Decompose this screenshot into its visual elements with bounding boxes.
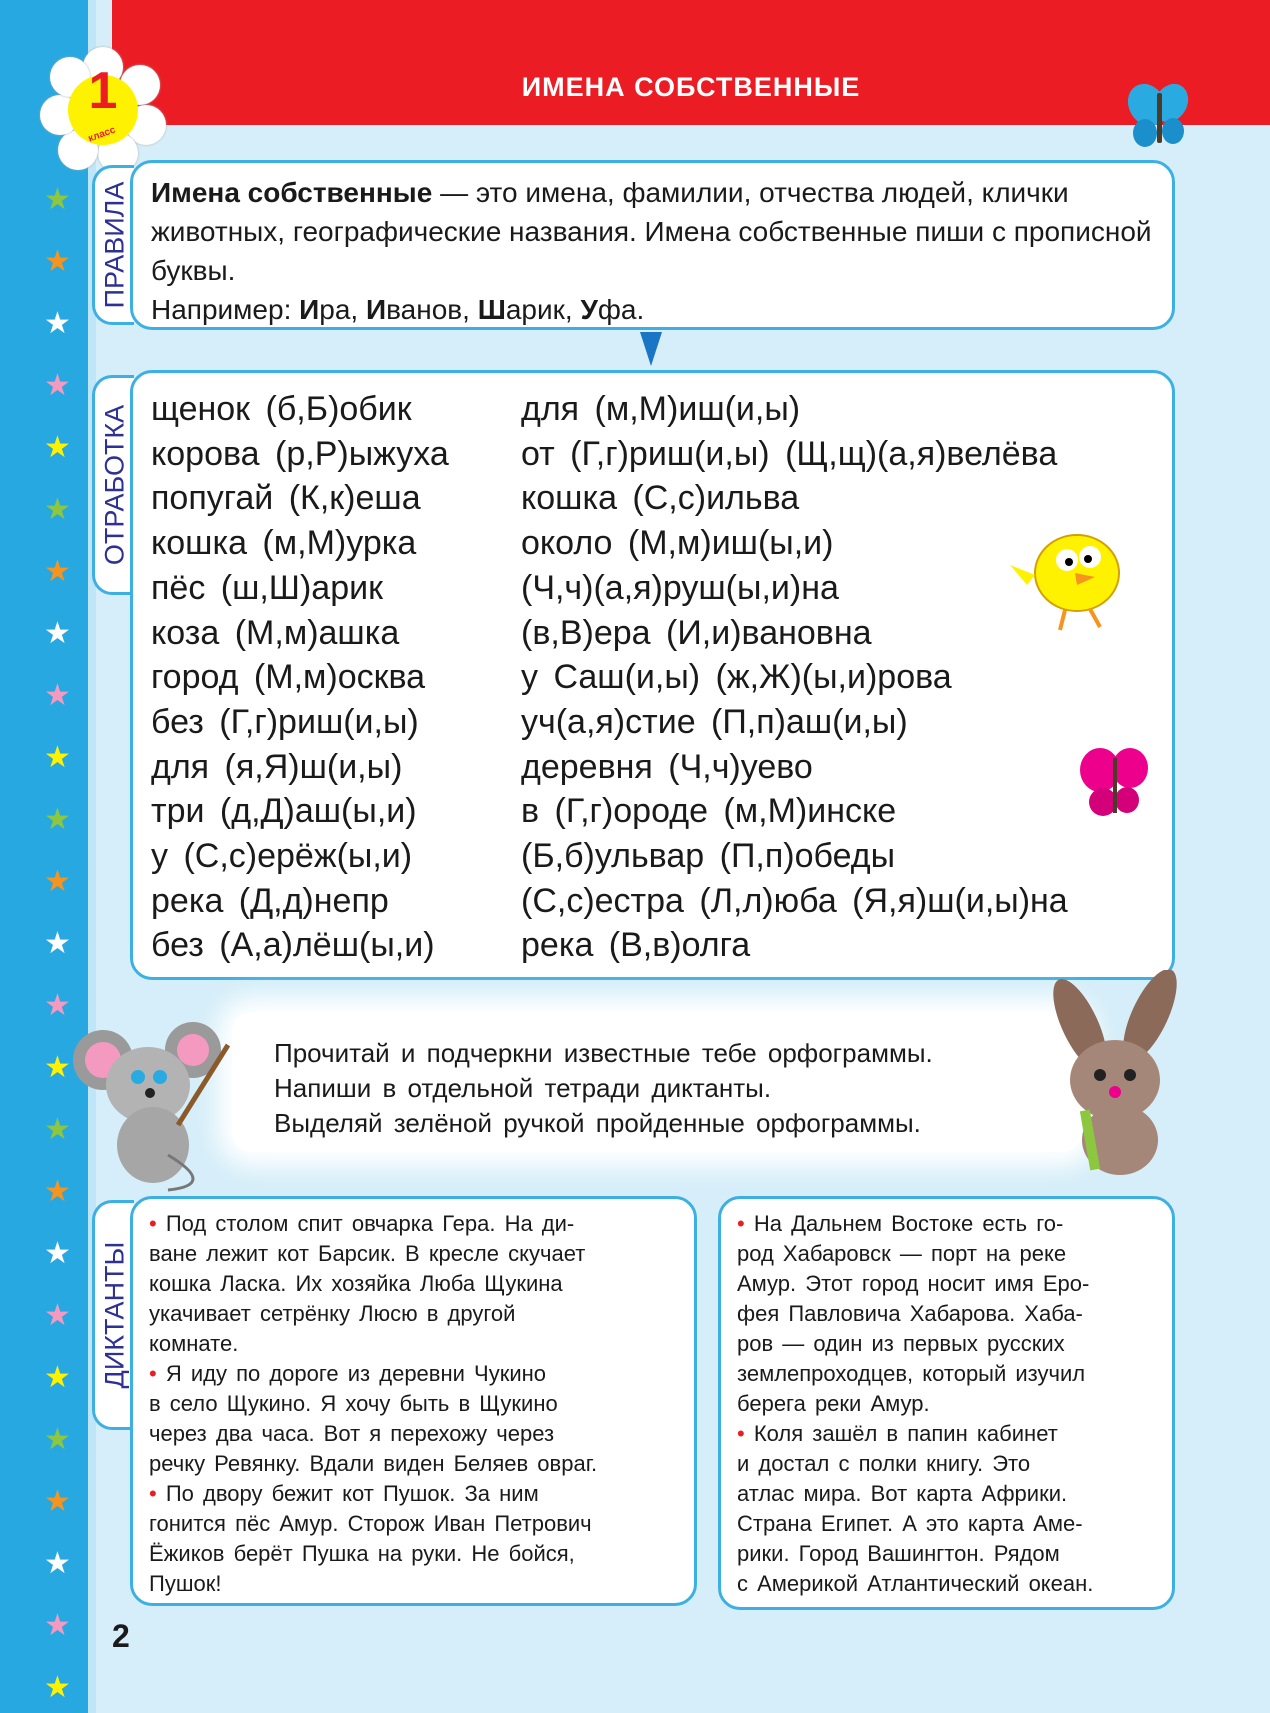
star-icon: ★ [44,1423,71,1456]
dictation-text: кошка Ласка. Их хозяйка Люба Щукина [149,1271,563,1296]
dictation-text: Я иду по дороге из деревни Чукино [165,1361,546,1386]
word-rest: ванов [386,294,463,325]
example-word [478,294,565,325]
capital-letter: У [580,294,598,325]
flower-icon [68,62,138,145]
bullet-icon: • [149,1361,166,1386]
practice-item: город (М,м)осква [151,658,426,697]
capital-letter: И [299,294,320,325]
tab-dictations [92,1200,134,1430]
dictation-line [737,1269,1158,1299]
star-icon: ★ [44,1113,71,1146]
tab-practice [92,375,134,595]
rule-definition: — это имена, фамилии, отчества людей, клички животных, географические названия. Имена собственные пиши с прописной буквы. [151,177,1152,286]
dictation-line [737,1239,1158,1269]
practice-item: река (Д,д)непр [151,881,389,920]
star-icon: ★ [44,803,71,836]
star-icon: ★ [44,493,71,526]
dictation-text: гонится пёс Амур. Сторож Иван Петрович [149,1511,592,1536]
dictation-text: Ёжиков берёт Пушка на руки. Не бойся, [149,1541,575,1566]
dictation-line [149,1389,680,1419]
star-icon: ★ [44,369,71,402]
practice-left-column [151,387,449,968]
practice-item: в (Г,г)ороде (м,М)инске [521,792,897,831]
example-word [299,294,350,325]
dictation-line [149,1239,680,1269]
tab-label: ПРАВИЛА [99,181,129,309]
star-icon: ★ [44,431,71,464]
dictation-line [149,1479,680,1509]
chick-icon [1005,505,1155,640]
dictation-text: Амур. Этот город носит имя Еро- [737,1271,1090,1296]
butterfly-blue-icon [1125,75,1195,155]
dictation-text: в село Щукино. Я хочу быть в Щукино [149,1391,558,1416]
bunny-icon [1040,970,1200,1180]
star-icon: ★ [44,989,71,1022]
instruction-line: Выделяй зелёной ручкой пройденные орфограммы. [274,1108,921,1138]
star-icon: ★ [44,245,71,278]
star-icon: ★ [44,183,71,216]
dictation-text: фея Павловича Хабарова. Хаба- [737,1301,1083,1326]
dictation-line [737,1539,1158,1569]
bullet-icon: • [737,1421,754,1446]
star-icon: ★ [44,1609,71,1642]
grade-number: 1 [88,62,118,120]
instruction-line: Прочитай и подчеркни известные тебе орфограммы. [274,1038,933,1068]
practice-item: около (М,м)иш(ы,и) [521,524,834,563]
dictation-line [737,1509,1158,1539]
example-word [366,294,462,325]
dictation-text: ров — один из первых русских [737,1331,1065,1356]
practice-item: уч(а,я)стие (П,п)аш(и,ы) [521,702,908,741]
practice-item: река (В,в)олга [521,926,751,965]
tab-label: ДИКТАНТЫ [99,1241,129,1389]
dictation-line [737,1449,1158,1479]
dictation-line [737,1299,1158,1329]
practice-item: (Ч,ч)(а,я)руш(ы,и)на [521,568,839,607]
practice-item: кошка (С,с)ильва [521,479,800,518]
star-icon: ★ [44,307,71,340]
practice-item: коза (М,м)ашка [151,613,400,652]
practice-item: для (я,Я)ш(и,ы) [151,747,403,786]
example-word [580,294,636,325]
dictation-text: ване лежит кот Барсик. В кресле скучает [149,1241,586,1266]
page-title: ИМЕНА СОБСТВЕННЫЕ [521,72,861,102]
dictation-line [737,1479,1158,1509]
practice-item: у Саш(и,ы) (ж,Ж)(ы,и)рова [521,658,952,697]
practice-item: (в,В)ера (И,и)вановна [521,613,872,652]
arrow-down-icon [640,332,662,366]
word-rest: ра [319,294,351,325]
rules-box [130,160,1175,330]
dictation-line [149,1209,680,1239]
dictation-line [149,1299,680,1329]
practice-item: щенок (б,Б)обик [151,390,412,428]
dictation-line [149,1449,680,1479]
dictation-text: По двору бежит кот Пушок. За ним [165,1481,539,1506]
tab-rules [92,165,134,325]
star-icon: ★ [44,1051,71,1084]
dictation-line [149,1569,680,1599]
dictation-line [737,1389,1158,1419]
dictation-line [149,1509,680,1539]
star-icon: ★ [44,1237,71,1270]
dictation-line [737,1209,1158,1239]
dictation-text: атлас мира. Вот карта Африки. [737,1481,1068,1506]
practice-item: у (С,с)ерёж(ы,и) [151,837,413,876]
star-icon: ★ [44,1361,71,1394]
word-rest: фа [597,294,637,325]
word-rest: арик [505,294,565,325]
dictation-text: Под столом спит овчарка Гера. На ди- [165,1211,575,1236]
practice-item: без (А,а)лёш(ы,и) [151,926,435,965]
rule-term: Имена собственные [151,177,433,208]
dictation-text: комнате. [149,1331,239,1356]
dictation-right-box [718,1196,1175,1610]
header-banner [112,0,1270,125]
grade-badge [48,55,158,165]
practice-item: (Б,б)ульвар (П,п)обеды [521,837,896,876]
dictation-text: и достал с полки книгу. Это [737,1451,1031,1476]
dictation-text: землепроходцев, который изучил [737,1361,1086,1386]
star-icon: ★ [44,1671,71,1704]
instructions-panel [232,1012,1082,1152]
dictation-text: речку Ревянку. Вдали виден Беляев овраг. [149,1451,598,1476]
dictation-text: через два часа. Вот я перехожу через [149,1421,555,1446]
practice-item: деревня (Ч,ч)уево [521,747,813,786]
dictation-text: Страна Египет. А это карта Аме- [737,1511,1083,1536]
capital-letter: И [365,294,387,325]
star-icon: ★ [44,617,71,650]
practice-item: корова (р,Р)ыжуха [151,434,449,473]
butterfly-pink-icon [1075,740,1155,825]
star-icon: ★ [44,1175,71,1208]
practice-item: для (м,М)иш(и,ы) [521,390,801,428]
practice-item: кошка (м,М)урка [151,524,417,563]
dictation-line [737,1569,1158,1599]
dictation-line [737,1359,1158,1389]
dictation-text: рики. Город Вашингтон. Рядом [737,1541,1060,1566]
star-icon: ★ [44,927,71,960]
star-icon: ★ [44,1485,71,1518]
bullet-icon: • [149,1481,166,1506]
dictation-line [149,1419,680,1449]
instruction-line: Напиши в отдельной тетради диктанты. [274,1073,772,1103]
dictation-text: Пушок! [149,1571,222,1596]
practice-item: от (Г,г)риш(и,ы) (Щ,щ)(а,я)велёва [521,434,1058,473]
practice-item: попугай (К,к)еша [151,479,421,518]
star-icon: ★ [44,865,71,898]
star-icon: ★ [44,555,71,588]
dictation-line [149,1269,680,1299]
star-icon: ★ [44,1299,71,1332]
bullet-icon: • [149,1211,166,1236]
dictation-text: укачивает сетрёнку Люсю в другой [149,1301,516,1326]
dictation-text: берега реки Амур. [737,1391,930,1416]
star-icon: ★ [44,741,71,774]
dictation-line [149,1539,680,1569]
practice-item: (С,с)естра (Л,л)юба (Я,я)ш(и,ы)на [521,881,1068,920]
practice-item: три (д,Д)аш(ы,и) [151,792,417,831]
practice-right-column [521,387,1068,968]
dictation-line [149,1329,680,1359]
capital-letter: Ш [477,294,506,325]
mouse-icon [68,1005,248,1195]
dictation-text: На Дальнем Востоке есть го- [753,1211,1064,1236]
tab-label: ОТРАБОТКА [99,404,129,566]
practice-item: пёс (ш,Ш)арик [151,568,383,607]
dictation-left-box [130,1196,697,1606]
example-label: Например: [151,294,300,325]
practice-item: без (Г,г)риш(и,ы) [151,702,419,741]
page-number: 2 [112,1618,130,1654]
dictation-text: Коля зашёл в папин кабинет [753,1421,1058,1446]
star-icon: ★ [44,1547,71,1580]
rule-examples: Например: Ира, Иванов, Шарик, Уфа. [151,294,645,325]
bullet-icon: • [737,1211,754,1236]
dictation-line [737,1329,1158,1359]
dictation-text: род Хабаровск — порт на реке [737,1241,1067,1266]
grade-label: класс [86,124,118,145]
star-icon: ★ [44,679,71,712]
dictation-text: с Америкой Атлантический океан. [737,1571,1094,1596]
practice-box [130,370,1175,980]
dictation-line [149,1359,680,1389]
rule-text [151,173,1172,290]
dictation-line [737,1419,1158,1449]
